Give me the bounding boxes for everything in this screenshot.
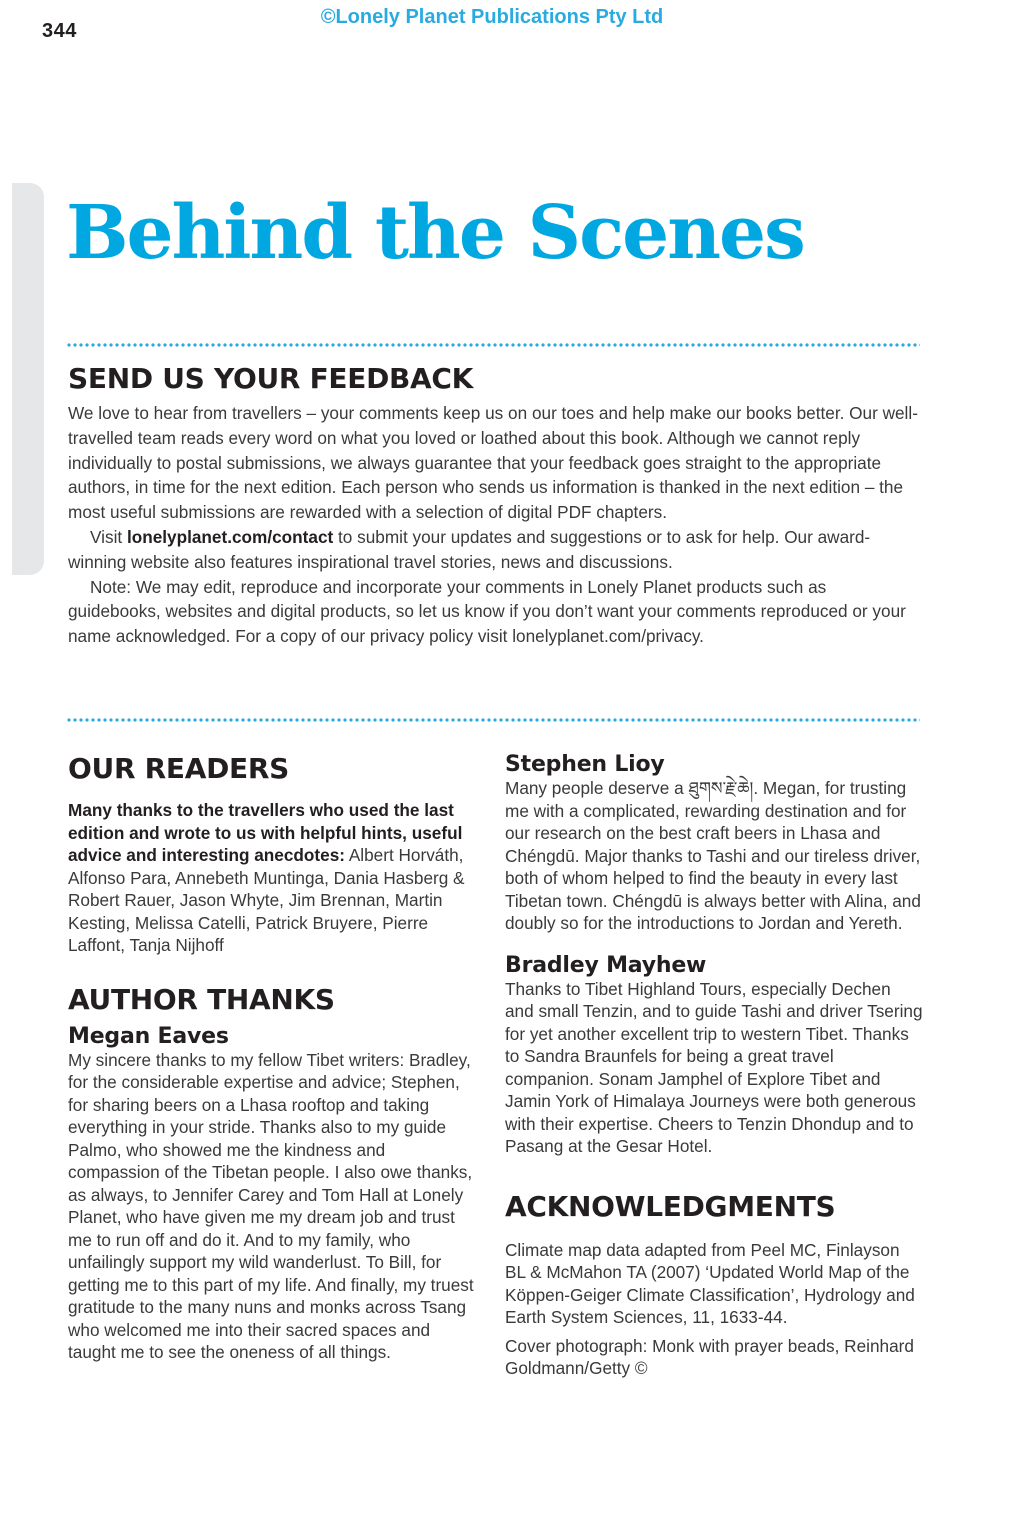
author-text-bradley: Thanks to Tibet Highland Tours, especially Dechen and small Tenzin, and to guide Tashi and driver Tsering for yet another excellent trip to western Tibet. Thanks to Sandra Braunfels for being a great travel companion. Sonam Jamphel of Explore Tibet and Jamin York of Himalaya Journeys were both generous with their expertise. Cheers to Tenzin Dhondup and to Pasang at the Gesar Hotel. <box>505 978 923 1156</box>
acknowledgments-heading: ACKNOWLEDGMENTS <box>505 1189 836 1223</box>
author-text-stephen: Many people deserve a ཐུགས་རྗེ་ཆེ།. Megan, for trusting me with a complicated, rewarding destination and for our research on the best craft beers in Lhasa and Chéngdū. Major thanks to Tashi and our tireless driver, both of whom helped to find the beauty in every last Tibetan town. Chéngdū is always better with Alina, and doubly so for the introductions to Jordan and Yereth. <box>505 778 921 933</box>
feedback-heading: SEND US YOUR FEEDBACK <box>68 362 474 395</box>
feedback-paragraph-1: We love to hear from travellers – your comments keep us on our toes and help make our books better. Our well-travelled team reads every word on what you loved or loathed about this book. Although we cannot reply individually to postal submissions, we always guarantee that your feedback goes straight to the appropriate authors, in time for the next edition. Each person who sends us information is thanked in the next edition – the most useful submissions are rewarded with a selection of digital PDF chapters. <box>68 403 918 523</box>
dotted-divider-top <box>66 343 920 347</box>
copyright-notice: ©Lonely Planet Publications Pty Ltd <box>320 6 664 28</box>
page-number: 344 <box>42 20 77 42</box>
acknowledgments-climate: Climate map data adapted from Peel MC, Finlayson BL & McMahon TA (2007) ‘Updated World Map of the Köppen-Geiger Climate Classification’, Hydrology and Earth System Sciences, 11, 1633-44. <box>505 1239 915 1327</box>
author-text-megan: My sincere thanks to my fellow Tibet writers: Bradley, for the considerable expertise and advice; Stephen, for sharing beers on a Lhasa rooftop and taking everything in your stride. Thanks also to my guide Palmo, who showed me the kindness and compassion of the Tibetan people. I also owe thanks, as always, to Jennifer Carey and Tom Hall at Lonely Planet, who have given me my dream job and trust me to run off and do it. And to my family, who unfailingly support my wild wanderlust. To Bill, for getting me to this part of my life. And finally, my truest gratitude to the many nuns and monks across Tsang who welcomed me into their sacred spaces and taught me to see the oneness of all things. <box>68 1049 474 1362</box>
left-column <box>68 752 478 1364</box>
readers-names: Albert Horváth, Alfonso Para, Annebeth Muntinga, Dania Hasberg & Robert Rauer, Jason Whyte, Jim Brennan, Martin Kesting, Melissa Catelli, Patrick Bruyere, Pierre Laffont, Tanja Nijhoff <box>68 845 465 955</box>
feedback-visit-suffix: to submit your updates and suggestions or to ask for help. Our award-winning website also features inspirational travel stories, news and discussions. <box>68 526 871 572</box>
feedback-visit-text: Visit <box>90 526 127 547</box>
dotted-divider-bottom <box>66 718 920 722</box>
chapter-side-tab <box>12 183 44 575</box>
author-name-megan: Megan Eaves <box>68 1023 229 1049</box>
feedback-paragraph-3: Note: We may edit, reproduce and incorporate your comments in Lonely Planet products such as guidebooks, websites and digital products, so let us know if you don’t want your comments reproduced or your name acknowledged. For a copy of our privacy policy visit lonelyplanet.com/privacy. <box>68 576 906 647</box>
readers-heading: OUR READERS <box>68 752 290 785</box>
acknowledgments-cover: Cover photograph: Monk with prayer beads, Reinhard Goldmann/Getty © <box>505 1335 914 1378</box>
contact-link[interactable]: lonelyplanet.com/contact <box>126 526 334 547</box>
readers-paragraph <box>68 799 478 957</box>
readers-intro: Many thanks to the travellers who used the last edition and wrote to us with helpful hints, useful advice and interesting anecdotes: <box>68 800 463 865</box>
right-column <box>505 752 923 1380</box>
author-thanks-heading: AUTHOR THANKS <box>68 982 335 1016</box>
chapter-title: Behind the Scenes <box>66 190 804 276</box>
author-name-stephen: Stephen Lioy <box>505 752 665 777</box>
feedback-paragraph-2 <box>68 525 918 575</box>
feedback-section <box>68 362 918 649</box>
author-name-bradley: Bradley Mayhew <box>505 952 707 978</box>
